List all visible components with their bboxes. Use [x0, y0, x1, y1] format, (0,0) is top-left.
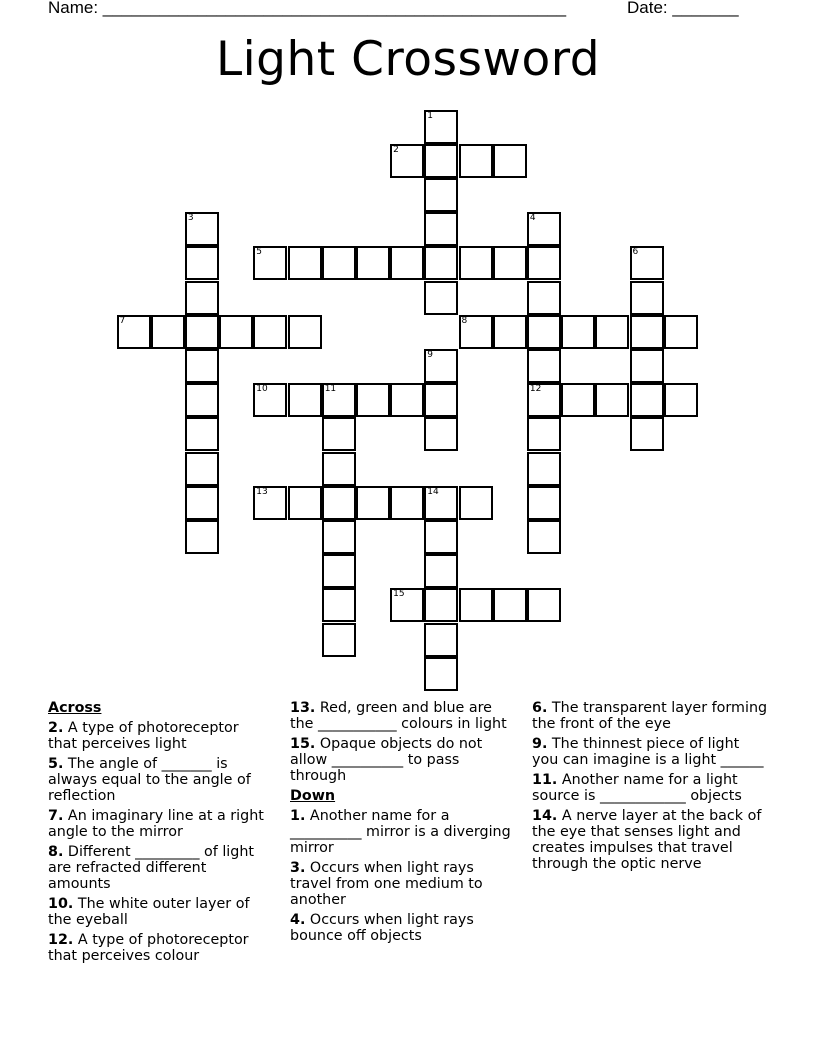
grid-cell[interactable] [424, 144, 458, 178]
grid-cell[interactable] [527, 486, 561, 520]
grid-cell[interactable] [288, 315, 322, 349]
grid-cell[interactable] [322, 554, 356, 588]
grid-cell[interactable] [185, 520, 219, 554]
clue-number: 15. [290, 736, 316, 752]
grid-cell[interactable] [185, 383, 219, 417]
grid-cell[interactable] [459, 486, 493, 520]
across-clue [48, 844, 270, 892]
grid-cell[interactable] [527, 349, 561, 383]
grid-cell[interactable] [253, 486, 287, 520]
page-title: Light Crossword [215, 32, 601, 87]
clue-number: 2 [393, 144, 399, 155]
clue-text: Different _________ of light are refracted different amounts [48, 844, 255, 892]
grid-cell[interactable] [595, 383, 629, 417]
down-clue [532, 736, 768, 768]
grid-cell[interactable] [424, 281, 458, 315]
across-clue [48, 808, 270, 840]
clue-column-1 [48, 700, 270, 968]
grid-cell[interactable] [664, 383, 698, 417]
clue-number: 5. [48, 756, 64, 772]
grid-cell[interactable] [424, 212, 458, 246]
clue-number: 5 [256, 247, 263, 258]
down-clue [532, 808, 768, 872]
name-field[interactable]: Name: _________________________________________________ [48, 0, 567, 17]
clue-number: 12 [529, 384, 542, 395]
grid-cell[interactable] [561, 383, 595, 417]
clue-text: The angle of _______ is always equal to the angle of reflection [48, 756, 251, 804]
grid-cell[interactable] [322, 452, 356, 486]
grid-cell[interactable] [424, 383, 458, 417]
clue-number: 10. [48, 896, 74, 912]
grid-cell[interactable] [288, 383, 322, 417]
clue-text: The thinnest piece of light you can imagine is a light ______ [532, 736, 764, 768]
grid-cell[interactable] [288, 246, 322, 280]
grid-cell[interactable] [322, 246, 356, 280]
grid-cell[interactable] [322, 383, 356, 417]
clue-number: 13 [256, 486, 268, 497]
grid-cell[interactable] [527, 315, 561, 349]
down-heading: Down [290, 788, 336, 804]
grid-cell[interactable] [630, 315, 664, 349]
grid-cell[interactable] [390, 383, 424, 417]
grid-cell[interactable] [356, 486, 390, 520]
grid-cell[interactable] [459, 588, 493, 622]
grid-cell[interactable] [117, 315, 151, 349]
grid-cell[interactable] [424, 623, 458, 657]
clue-column-2 [290, 700, 512, 948]
grid-cell[interactable] [185, 417, 219, 451]
grid-cell[interactable] [527, 212, 561, 246]
grid-cell[interactable] [390, 144, 424, 178]
clue-text: Another name for a __________ mirror is a diverging mirror [290, 808, 511, 856]
clue-number: 1 [427, 110, 434, 121]
date-field[interactable]: Date: _______ [627, 0, 739, 17]
grid-cell[interactable] [185, 212, 219, 246]
down-clue [290, 808, 512, 856]
grid-cell[interactable] [493, 315, 527, 349]
down-clue [532, 700, 768, 732]
clue-text: An imaginary line at a right angle to the mirror [48, 808, 264, 840]
across-clue [48, 720, 270, 752]
grid-cell[interactable] [527, 520, 561, 554]
grid-cell[interactable] [185, 349, 219, 383]
grid-cell[interactable] [424, 178, 458, 212]
grid-cell[interactable] [527, 417, 561, 451]
down-clue [290, 912, 512, 944]
clue-text: A type of photoreceptor that perceives colour [48, 932, 249, 964]
clue-number: 4. [290, 912, 306, 928]
clue-column-3 [532, 700, 768, 876]
clue-text: The transparent layer forming the front of the eye [532, 700, 768, 732]
clue-number: 6 [632, 247, 639, 258]
clue-number: 7. [48, 808, 64, 824]
clue-number: 1. [290, 808, 306, 824]
grid-cell[interactable] [459, 246, 493, 280]
grid-cell[interactable] [493, 588, 527, 622]
grid-cell[interactable] [527, 281, 561, 315]
grid-cell[interactable] [424, 417, 458, 451]
grid-cell[interactable] [527, 452, 561, 486]
across-heading: Across [48, 700, 102, 716]
grid-cell[interactable] [322, 623, 356, 657]
grid-cell[interactable] [630, 349, 664, 383]
grid-cell[interactable] [630, 383, 664, 417]
grid-cell[interactable] [151, 315, 185, 349]
grid-cell[interactable] [493, 246, 527, 280]
grid-cell[interactable] [322, 520, 356, 554]
clue-number: 8 [461, 315, 468, 326]
clue-text: Another name for a light source is ____________ objects [532, 772, 742, 804]
clue-text: Red, green and blue are the ___________ colours in light [290, 700, 507, 732]
grid-cell[interactable] [664, 315, 698, 349]
clue-number: 3 [187, 213, 194, 224]
across-clue [290, 700, 512, 732]
clue-number: 2. [48, 720, 64, 736]
grid-cell[interactable] [630, 281, 664, 315]
grid-cell[interactable] [424, 486, 458, 520]
grid-cell[interactable] [527, 588, 561, 622]
grid-cell[interactable] [322, 588, 356, 622]
clue-number: 9 [427, 349, 434, 360]
grid-cell[interactable] [390, 246, 424, 280]
clue-number: 13. [290, 700, 316, 716]
grid-cell[interactable] [185, 452, 219, 486]
grid-cell[interactable] [322, 486, 356, 520]
grid-cell[interactable] [356, 383, 390, 417]
grid-cell[interactable] [185, 315, 219, 349]
grid-cell[interactable] [630, 417, 664, 451]
clue-number: 9. [532, 736, 548, 752]
grid-cell[interactable] [322, 417, 356, 451]
clue-number: 14. [532, 808, 558, 824]
grid-cell[interactable] [424, 110, 458, 144]
clue-text: Opaque objects do not allow __________ to pass through [290, 736, 483, 784]
grid-cell[interactable] [630, 246, 664, 280]
grid-cell[interactable] [493, 144, 527, 178]
clue-number: 14 [427, 486, 439, 497]
clue-number: 4 [529, 213, 536, 224]
grid-cell[interactable] [253, 315, 287, 349]
clue-number: 11 [324, 384, 337, 395]
down-clue [290, 860, 512, 908]
grid-cell[interactable] [356, 246, 390, 280]
grid-cell[interactable] [185, 486, 219, 520]
grid-cell[interactable] [459, 315, 493, 349]
grid-cell[interactable] [595, 315, 629, 349]
grid-cell[interactable] [561, 315, 595, 349]
clue-number: 3. [290, 860, 306, 876]
clue-text: A nerve layer at the back of the eye that senses light and creates impulses that travel through the optic nerve [532, 808, 762, 872]
clue-text: The white outer layer of the eyeball [48, 896, 250, 928]
grid-cell[interactable] [288, 486, 322, 520]
grid-cell[interactable] [424, 520, 458, 554]
clue-number: 12. [48, 932, 74, 948]
across-clue [48, 932, 270, 964]
down-clue [532, 772, 768, 804]
clue-number: 8. [48, 844, 64, 860]
grid-cell[interactable] [424, 246, 458, 280]
clue-number: 11. [532, 772, 558, 788]
across-clue [48, 896, 270, 928]
grid-cell[interactable] [424, 657, 458, 691]
clue-text: Occurs when light rays travel from one medium to another [290, 860, 483, 908]
clue-number: 10 [256, 384, 268, 395]
grid-cell[interactable] [459, 144, 493, 178]
grid-cell[interactable] [424, 554, 458, 588]
grid-cell[interactable] [424, 349, 458, 383]
grid-cell[interactable] [424, 588, 458, 622]
grid-cell[interactable] [253, 383, 287, 417]
grid-cell[interactable] [185, 246, 219, 280]
across-clue [290, 736, 512, 784]
grid-cell[interactable] [527, 246, 561, 280]
grid-cell[interactable] [219, 315, 253, 349]
across-clue [48, 756, 270, 804]
clue-text: A type of photoreceptor that perceives light [48, 720, 239, 752]
clue-number: 6. [532, 700, 548, 716]
clue-number: 15 [393, 589, 405, 600]
clue-text: Occurs when light rays bounce off objects [290, 912, 474, 944]
grid-cell[interactable] [390, 486, 424, 520]
grid-cell[interactable] [527, 383, 561, 417]
grid-cell[interactable] [185, 281, 219, 315]
clue-number: 7 [119, 315, 126, 326]
grid-cell[interactable] [390, 588, 424, 622]
grid-cell[interactable] [253, 246, 287, 280]
